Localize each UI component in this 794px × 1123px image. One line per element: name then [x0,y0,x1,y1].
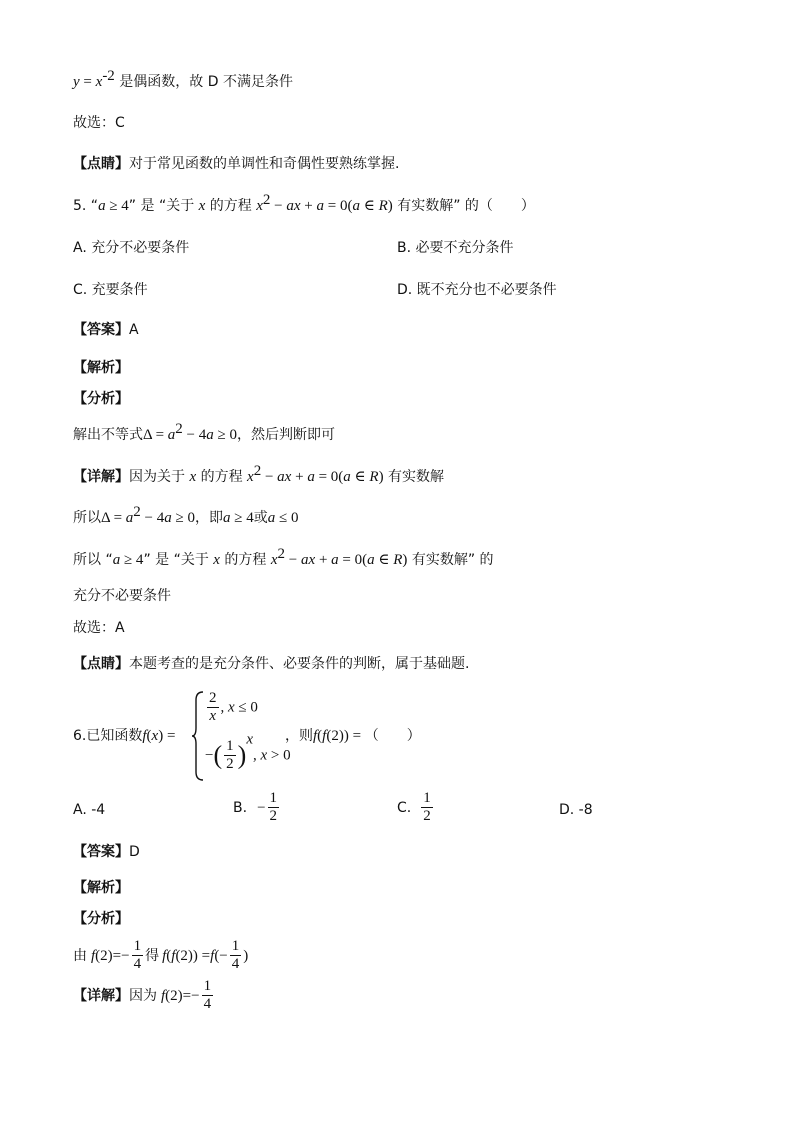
piecewise-function [191,690,291,782]
option-5c[interactable]: C. 充要条件 [73,282,148,298]
dianjing-5: 【点睛】本题考查的是充分条件、必要条件的判断，属于基础题. [73,656,470,672]
option-6d[interactable]: D. -8 [559,802,593,818]
piece-2: −( $\frac{1}{2}$ )$^x$, x > 0 [205,731,291,772]
question-6: 6.已知函数f(x) = [73,728,176,744]
so-line-1: 所以$\Delta = a^2 - 4a \ge 0$，即a ≥ 4或a ≤ 0 [73,504,299,526]
fenxi-5-text: 解出不等式$\Delta = a^2 - 4a \ge 0$，然后判断即可 [73,421,335,443]
fenxi-5: 【分析】 [73,391,129,407]
option-6a[interactable]: A. -4 [73,802,106,818]
choose-text: 故选：C [73,115,125,131]
option-5a[interactable]: A. 充分不必要条件 [73,240,190,256]
brace-icon [191,690,205,782]
line-text: 是偶函数，故 D 不满足条件 [119,74,293,90]
option-5b[interactable]: B. 必要不充分条件 [397,240,514,256]
jiexi-6: 【解析】 [73,880,129,896]
question-5: 5. “a ≥ 4” 是 “关于 x 的方程 $x^2$ − ax + a = 0(a ∈ R) 有实数解” 的（ ） [73,192,535,214]
detail-6: 【详解】 因为 f (2)=− $\frac{1}{4}$ [73,978,212,1012]
line-even-function: $y = x^{-2}$ 是偶函数，故 D 不满足条件 [73,68,293,90]
fenxi-6: 【分析】 [73,911,129,927]
so-line-2: 所以 “a ≥ 4” 是 “关于 x 的方程 $x^2$ − ax + a = 0(a ∈ R) 有实数解” 的 [73,546,494,568]
option-5d[interactable]: D. 既不充分也不必要条件 [397,282,557,298]
answer-6: 【答案】D [73,844,140,860]
so-line-3: 充分不必要条件 [73,588,171,604]
fenxi-6-text: 由 f (2)=− $\frac{1}{4}$ 得 f ( f (2)) = f (− $\frac{1}{4}$ ) [73,938,249,972]
piece-1: $\frac{2}{x}$ , x ≤ 0 [209,690,258,724]
detail-5: 【详解】因为关于 x 的方程 $x^2$ − ax + a = 0(a ∈ R) 有实数解 [73,463,445,485]
math-y-eq-x-neg2: y [73,74,80,90]
dianjing-tag: 【点睛】 [73,156,129,172]
dianjing-text: 对于常见函数的单调性和奇偶性要熟练掌握. [129,156,400,172]
answer-5: 【答案】A [73,322,139,338]
line-choose-c [73,113,125,133]
jiexi-5: 【解析】 [73,360,129,376]
question-6-tail: ，则f(f(2)) = （ ） [285,728,421,744]
option-6b[interactable]: B. − $\frac{1}{2}$ [233,790,278,824]
choose-a: 故选：A [73,620,125,636]
line-dianjing-1 [73,154,399,174]
option-6c[interactable]: C. $\frac{1}{2}$ [397,790,431,824]
